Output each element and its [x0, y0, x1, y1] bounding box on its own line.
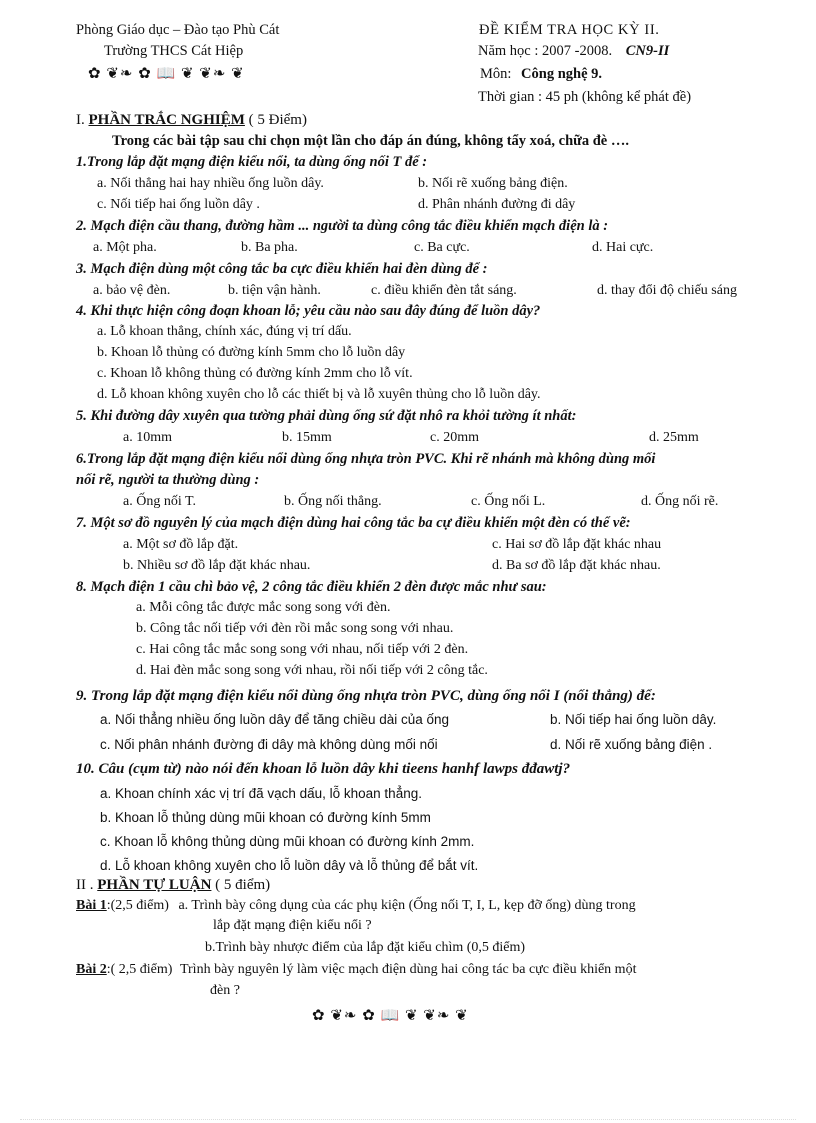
part1-number: I. [76, 112, 85, 128]
bai1-points: :(2,5 điểm) [106, 898, 169, 913]
q9-option-b: b. Nối tiếp hai ống luồn dây. [550, 712, 717, 727]
bai1-label: Bài 1 [76, 898, 107, 913]
question-4: 4. Khi thực hiện công đoạn khoan lỗ; yêu cầu nào sau đây đúng để luồn dây? [76, 303, 541, 319]
question-7: 7. Một sơ đồ nguyên lý của mạch điện dùng hai công tắc ba cự điều khiển một đèn có thể vẽ: [76, 515, 631, 531]
q6-option-d: d. Ống nối rẽ. [641, 494, 719, 509]
question-6-line-1: 6.Trong lắp đặt mạng điện kiểu nổi dùng ống nhựa tròn PVC. Khi rẽ nhánh mà không dùng mối [76, 451, 656, 467]
q8-option-b: b. Công tắc nối tiếp với đèn rồi mắc song song với nhau. [136, 621, 454, 636]
part1-heading [76, 112, 307, 129]
q8-option-c: c. Hai công tắc mắc song song với nhau, nối tiếp với 2 đèn. [136, 642, 469, 657]
q6-option-b: b. Ống nối thẳng. [284, 494, 382, 509]
q8-option-d: d. Hai đèn mắc song song với nhau, rồi nối tiếp với 2 công tắc. [136, 663, 488, 678]
exam-time: Thời gian : 45 ph (không kể phát đề) [478, 89, 692, 105]
part2-points: ( 5 điểm) [215, 877, 271, 893]
q3-option-c: c. điều khiển đèn tắt sáng. [371, 283, 517, 298]
q2-option-b: b. Ba pha. [241, 240, 298, 255]
q6-option-a: a. Ống nối T. [123, 494, 196, 509]
subject-line [480, 66, 602, 83]
school-year-text: Năm học : 2007 -2008. [478, 43, 613, 59]
q3-option-d: d. thay đổi độ chiếu sáng [597, 283, 737, 298]
bai1-line-1 [76, 898, 636, 914]
q10-option-d: d. Lỗ khoan không xuyên cho lỗ luồn dây và lỗ thủng để bắt vít. [100, 858, 479, 873]
footer-ornament: ✿ ❦❧ ✿ 📖 ❦ ❦❧ ❦ [312, 1008, 469, 1024]
q10-option-b: b. Khoan lỗ thủng dùng mũi khoan có đường kính 5mm [100, 810, 431, 825]
q2-option-d: d. Hai cực. [592, 240, 654, 255]
school-name: Trường THCS Cát Hiệp [104, 43, 244, 59]
q7-option-a: a. Một sơ đồ lắp đặt. [123, 537, 239, 552]
question-2: 2. Mạch điện cầu thang, đường hầm ... người ta dùng công tắc điều khiển mạch điện là : [76, 218, 609, 234]
q8-option-a: a. Mỗi công tắc được mắc song song với đèn. [136, 600, 391, 615]
exam-code: CN9-II [625, 43, 670, 59]
q4-option-b: b. Khoan lỗ thủng có đường kính 5mm cho lỗ luồn dây [97, 345, 406, 360]
question-10: 10. Câu (cụm từ) nào nói đến khoan lỗ luồn dây khi tieens hanhf lawps đđawtj? [76, 761, 571, 777]
q2-option-c: c. Ba cực. [414, 240, 470, 255]
q4-option-d: d. Lỗ khoan không xuyên cho lỗ các thiết bị và lỗ xuyên thủng cho lỗ luồn dây. [97, 387, 541, 402]
question-5: 5. Khi đường dây xuyên qua tường phải dùng ống sứ đặt nhô ra khỏi tường ít nhất: [76, 408, 577, 424]
bai1-b: b.Trình bày nhược điểm của lắp đặt kiểu chìm (0,5 điểm) [205, 940, 526, 955]
bai1-a-line-2: lắp đặt mạng điện kiểu nổi ? [213, 918, 372, 933]
q3-option-b: b. tiện vận hành. [228, 283, 321, 298]
question-3: 3. Mạch điện dùng một công tắc ba cực điều khiển hai đèn dùng để : [76, 261, 488, 277]
part1-instruction: Trong các bài tập sau chỉ chọn một lần cho đáp án đúng, không tẩy xoá, chữa đè …. [112, 133, 629, 149]
question-1: 1.Trong lắp đặt mạng điện kiểu nổi, ta dùng ống nối T để : [76, 154, 428, 170]
department-name: Phòng Giáo dục – Đào tạo Phù Cát [76, 22, 280, 38]
bai2-text-line-2: đèn ? [210, 983, 240, 998]
q7-option-b: b. Nhiều sơ đồ lắp đặt khác nhau. [123, 558, 311, 573]
q2-option-a: a. Một pha. [93, 240, 157, 255]
q5-option-c: c. 20mm [430, 430, 479, 445]
exam-title: ĐỀ KIỂM TRA HỌC KỲ II. [479, 22, 660, 38]
q1-option-d: d. Phân nhánh đường đi dây [418, 197, 576, 212]
part1-title: PHẦN TRẮC NGHIỆM [88, 112, 245, 128]
part2-heading [76, 877, 270, 894]
q1-option-c: c. Nối tiếp hai ống luồn dây . [97, 197, 260, 212]
q9-option-c: c. Nối phân nhánh đường đi dây mà không dùng mối nối [100, 737, 438, 752]
school-year [478, 43, 669, 60]
bai2-points: :( 2,5 điểm) [106, 962, 173, 977]
header-ornament: ✿ ❦❧ ✿ 📖 ❦ ❦❧ ❦ [88, 66, 245, 82]
part2-title: PHẦN TỰ LUẬN [97, 877, 212, 893]
bai1-a-line-1: a. Trình bày công dụng của các phụ kiện (Ống nối T, I, L, kẹp đỡ ống) dùng trong [178, 898, 636, 913]
subject-name: Công nghệ 9. [521, 66, 603, 82]
q10-option-c: c. Khoan lỗ không thủng dùng mũi khoan có đường kính 2mm. [100, 834, 475, 849]
q5-option-a: a. 10mm [123, 430, 172, 445]
q7-option-d: d. Ba sơ đồ lắp đặt khác nhau. [492, 558, 661, 573]
q5-option-d: d. 25mm [649, 430, 699, 445]
q7-option-c: c. Hai sơ đồ lắp đặt khác nhau [492, 537, 662, 552]
bai2-label: Bài 2 [76, 962, 107, 977]
bai2-line-1 [76, 962, 636, 978]
q10-option-a: a. Khoan chính xác vị trí đã vạch dấu, lỗ khoan thẳng. [100, 786, 422, 801]
q5-option-b: b. 15mm [282, 430, 332, 445]
q1-option-a: a. Nối thẳng hai hay nhiều ống luồn dây. [97, 176, 324, 191]
q4-option-c: c. Khoan lỗ không thủng có đường kính 2mm cho lỗ vít. [97, 366, 413, 381]
bai2-text-line-1: Trình bày nguyên lý làm việc mạch điện dùng hai công tác ba cực điều khiển một [179, 962, 637, 977]
question-9: 9. Trong lắp đặt mạng điện kiểu nổi dùng ống nhựa tròn PVC, dùng ống nối I (nối thẳng) để: [76, 688, 656, 704]
subject-label: Môn: [480, 66, 512, 82]
part2-number: II . [76, 877, 94, 893]
q1-option-b: b. Nối rẽ xuống bảng điện. [418, 176, 568, 191]
q4-option-a: a. Lỗ khoan thẳng, chính xác, đúng vị trí dấu. [97, 324, 352, 339]
page-bottom-border [20, 1119, 796, 1120]
question-6-line-2: nối rẽ, người ta thường dùng : [76, 472, 260, 488]
q6-option-c: c. Ống nối L. [471, 494, 546, 509]
part1-points: ( 5 Điểm) [248, 112, 307, 128]
q9-option-a: a. Nối thẳng nhiều ống luồn dây để tăng chiều dài của ống [100, 712, 450, 727]
q3-option-a: a. bảo vệ đèn. [93, 283, 171, 298]
question-8: 8. Mạch điện 1 cầu chì bảo vệ, 2 công tắc điều khiển 2 đèn được mắc như sau: [76, 579, 547, 595]
q9-option-d: d. Nối rẽ xuống bảng điện . [550, 737, 713, 752]
